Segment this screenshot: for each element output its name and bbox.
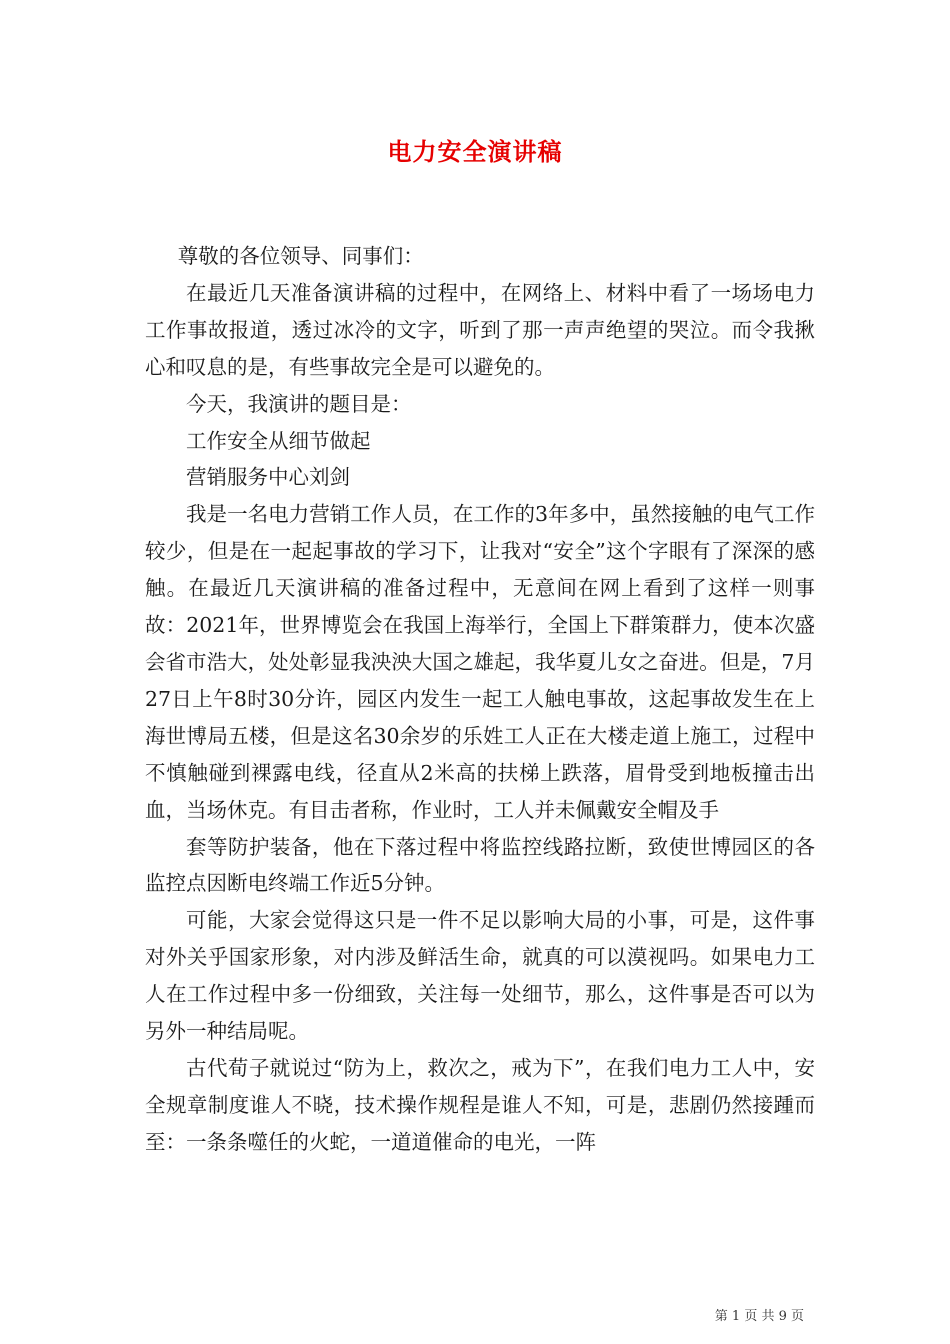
page-number: 第 1 页 共 9 页 <box>714 1309 804 1324</box>
paragraph: 在最近几天准备演讲稿的过程中，在网络上、材料中看了一场场电力工作事故报道，透过冰冷的文字，听到了那一声声绝望的哭泣。而令我揪心和叹息的是，有些事故完全是可以避免的。 <box>145 280 815 379</box>
paragraph: 今天，我演讲的题目是： <box>186 391 412 416</box>
speech-topic: 工作安全从细节做起 <box>186 428 371 453</box>
paragraph: 可能，大家会觉得这只是一件不足以影响大局的小事，可是，这件事对外关乎国家形象，对内涉及鲜活生命，就真的可以漠视吗。如果电力工人在工作过程中多一份细致，关注每一处细节，那么，这件事是否可以为另外一种结局呢。 <box>145 908 815 1044</box>
paragraph: 我是一名电力营销工作人员，在工作的3年多中，虽然接触的电气工作较少，但是在一起起事故的学习下，让我对“安全”这个字眼有了深深的感触。在最近几天演讲稿的准备过程中，无意间在网上看到了这样一则事故：2021年，世界博览会在我国上海举行，全国上下群策群力，使本次盛会省市浩大，处处彰显我泱泱大国之雄起，我华夏儿女之奋进。但是，7月27日上午8时30分许，园区内发生一起工人触电事故，这起事故发生在上海世博局五楼，但是这名30余岁的乐姓工人正在大楼走道上施工，过程中不慎触碰到裸露电线，径直从2米高的扶梯上跌落，眉骨受到地板撞击出血，当场休克。有目击者称，作业时，工人并未佩戴安全帽及手 <box>145 502 815 822</box>
document-title: 电力安全演讲稿 <box>387 137 563 166</box>
speaker-name: 营销服务中心刘剑 <box>186 465 350 490</box>
paragraph: 古代荀子就说过“防为上，救次之，戒为下”，在我们电力工人中，安全规章制度谁人不晓，技术操作规程是谁人不知，可是，悲剧仍然接踵而至：一条条噬任的火蛇，一道道催命的电光，一阵 <box>145 1055 815 1154</box>
paragraph: 套等防护装备，他在下落过程中将监控线路拉断，致使世博园区的各监控点因断电终端工作近5分钟。 <box>145 834 815 896</box>
document-body <box>145 238 815 1161</box>
paragraph-salutation: 尊敬的各位领导、同事们： <box>177 244 424 268</box>
